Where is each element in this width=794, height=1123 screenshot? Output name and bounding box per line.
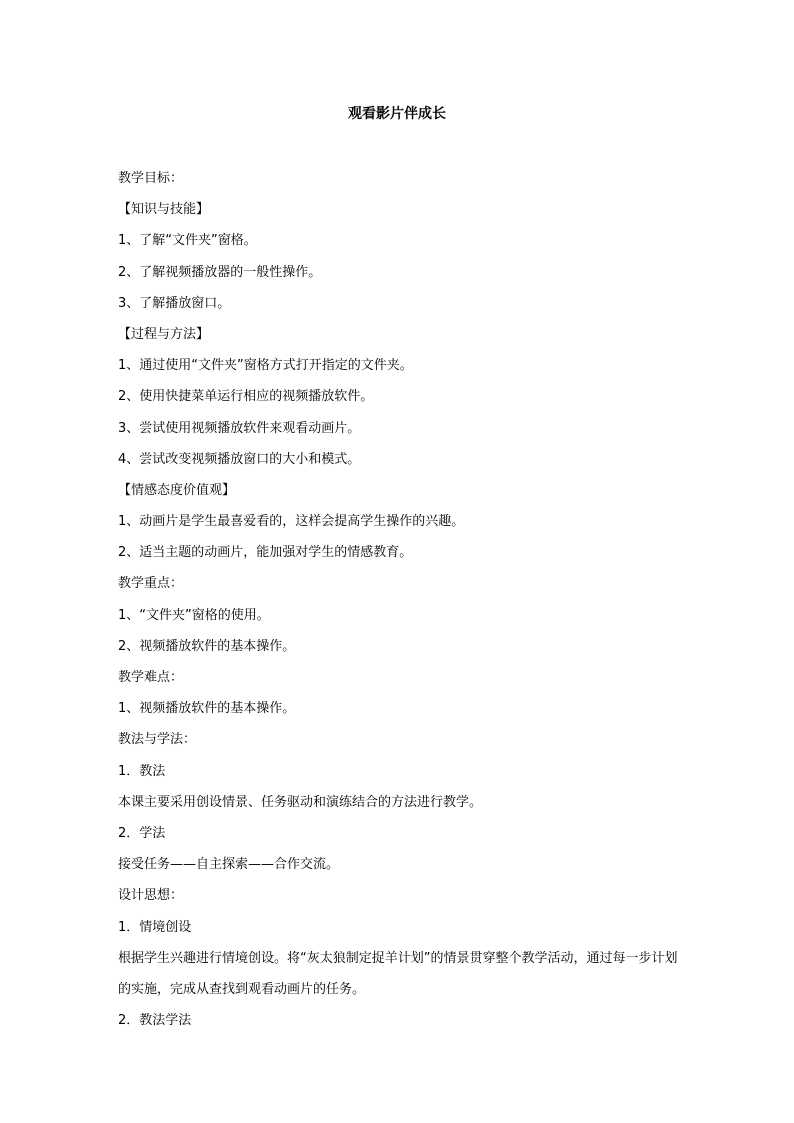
section-heading-objectives: 教学目标： [118, 171, 184, 186]
list-item: 1．教法 [118, 763, 166, 779]
list-item: 2．学法 [118, 825, 166, 841]
list-item: 2、适当主题的动画片，能加强对学生的情感教育。 [118, 545, 413, 561]
body-paragraph: 接受任务——自主探索——合作交流。 [118, 857, 340, 873]
body-paragraph: 根据学生兴趣进行情境创设。将“灰太狼制定捉羊计划”的情景贯穿整个教学活动，通过每一步计划的实施，完成从查找到观看动画片的任务。 [118, 950, 678, 997]
list-item: 1、“文件夹”窗格的使用。 [118, 607, 270, 623]
list-item: 1．情境创设 [118, 919, 192, 935]
list-item: 2．教法学法 [118, 1013, 192, 1029]
list-item: 1、动画片是学生最喜爱看的，这样会提高学生操作的兴趣。 [118, 514, 465, 530]
section-heading-methods: 教法与学法： [118, 732, 197, 748]
page-title: 观看影片伴成长 [348, 106, 446, 122]
list-item: 2、了解视频播放器的一般性操作。 [118, 264, 322, 280]
section-heading-key-points: 教学重点： [118, 576, 184, 592]
section-heading-design: 设计思想： [118, 888, 184, 904]
list-item: 3、了解播放窗口。 [118, 295, 231, 311]
list-item: 1、视频播放软件的基本操作。 [118, 701, 296, 717]
list-item: 4、尝试改变视频播放窗口的大小和模式。 [118, 451, 361, 467]
list-item: 3、尝试使用视频播放软件来观看动画片。 [118, 420, 361, 436]
subsection-process-methods: 【过程与方法】 [118, 326, 210, 342]
list-item: 1、通过使用“文件夹”窗格方式打开指定的文件夹。 [118, 358, 413, 374]
list-item: 2、视频播放软件的基本操作。 [118, 638, 296, 654]
list-item: 2、使用快捷菜单运行相应的视频播放软件。 [118, 389, 374, 405]
document-body [118, 163, 688, 1036]
body-paragraph: 本课主要采用创设情景、任务驱动和演练结合的方法进行教学。 [118, 794, 483, 810]
section-heading-difficulties: 教学难点： [118, 670, 184, 685]
subsection-emotion-values: 【情感态度价值观】 [118, 482, 236, 498]
subsection-knowledge-skills: 【知识与技能】 [118, 202, 210, 218]
list-item: 1、了解“文件夹”窗格。 [118, 233, 257, 249]
